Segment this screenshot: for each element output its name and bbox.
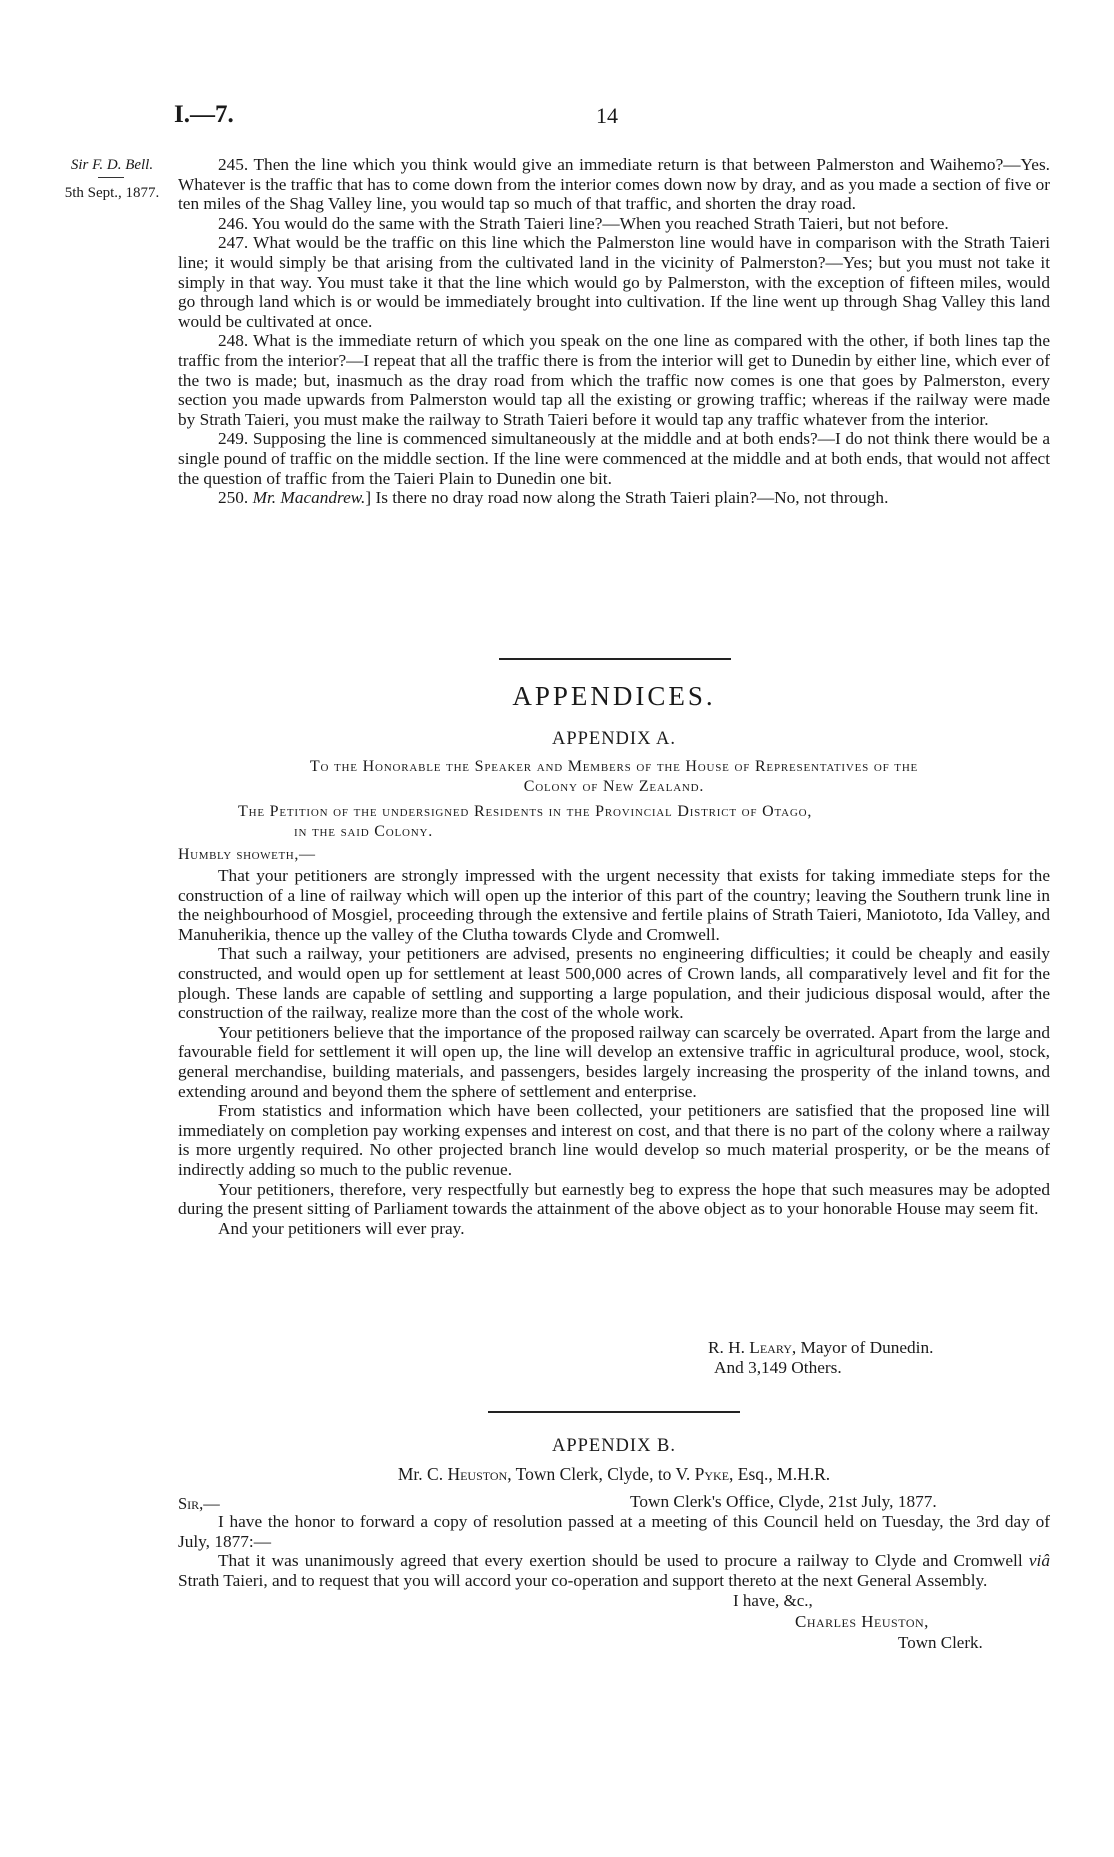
section-divider xyxy=(488,1411,740,1413)
subtitle-part: Mr. C. xyxy=(397,1464,448,1484)
address-line-1: To the Honorable the Speaker and Members of the House of Representatives of the xyxy=(309,758,919,775)
page-number: 14 xyxy=(596,103,618,128)
appendices-heading: APPENDICES. xyxy=(512,681,716,711)
letter-salutation: Sir,— xyxy=(178,1494,220,1513)
evidence-paragraph-245: 245. Then the line which you think would give an immediate return is that between Palmerston and Waihemo?—Yes. Whatever is the traffic that has to come down from the interior comes down now by dray, and as you made a section of five or ten miles of the Shag Valley line, you would tap so much of that traffic, and shorten the dray road. xyxy=(178,155,1050,214)
margin-divider xyxy=(98,177,124,178)
margin-date: 5th Sept., 1877. xyxy=(64,185,160,201)
signature-title: , Mayor of Dunedin. xyxy=(791,1338,934,1357)
appendix-b-title: APPENDIX B. xyxy=(551,1436,677,1456)
evidence-section xyxy=(178,155,1050,508)
q250-text: ] Is there no dray road now along the Strath Taieri plain?—No, not through. xyxy=(365,488,889,508)
evidence-paragraph-248: 248. What is the immediate return of which you speak on the one line as compared with the other, if both lines tap the traffic from the interior?—I repeat that all the traffic there is from the interior will get to Dunedin by either line, which ever of the two is made; but, inasmuch as the dray road from which the traffic now comes is one that goes by Palmerston, every section you made upwards from Palmerston would tap all the existing or growing traffic; whereas if the railway were made by Strath Taieri, you must make the railway to Strath Taieri before it would tap any traffic whatever from the interior. xyxy=(178,331,1050,429)
petition-paragraph: Your petitioners, therefore, very respectfully but earnestly beg to express the hope that such measures may be adopted during the present sitting of Parliament towards the attainment of the above object as to your honorable House may seem fit. xyxy=(178,1179,1050,1219)
appendix-a-address xyxy=(180,757,1048,797)
letter-closing: I have, &c., xyxy=(733,1591,813,1610)
petition-paragraph: That your petitioners are strongly impressed with the urgent necessity that exists for taking immediate steps for the construction of a line of railway which will open up the interior of this part of the country; leaving the Southern trunk line in the neighbourhood of Mosgiel, proceeding through the extensive and fertile plains of Strath Taieri, Maniototo, Ida Valley, and Manuherikia, thence up the valley of the Clutha towards Clyde and Cromwell. xyxy=(178,866,1050,944)
petition-paragraph: From statistics and information which have been collected, your petitioners are satisfied that the proposed line will immediately on completion pay working expenses and interest on cost, and that there is no part of the colony where a railway is more urgently required. No other projected branch line would develop so much material prosperity, or be the means of indirectly adding so much to the public revenue. xyxy=(178,1101,1050,1179)
subtitle-part: , Town Clerk, Clyde, to V. xyxy=(507,1464,695,1484)
petition-body xyxy=(178,866,1050,1238)
letter-signer-title: Town Clerk. xyxy=(898,1633,983,1652)
document-reference: I.—7. xyxy=(174,101,234,128)
evidence-paragraph-246: 246. You would do the same with the Strath Taieri line?—When you reached Strath Taieri, but not before. xyxy=(218,213,949,233)
signature-others: And 3,149 Others. xyxy=(714,1358,842,1377)
letter-paragraph xyxy=(178,1551,1050,1590)
petition-paragraph: That such a railway, your petitioners are advised, presents no engineering difficulties; it could be cheaply and easily constructed, and would open up for settlement at least 500,000 acres of Crown lands, all comparatively level and fit for the plough. These lands are capable of settling and supporting a large population, and their judicious disposal would, after the construction of the railway, realize more than the cost of the whole work. xyxy=(178,944,1050,1023)
subtitle-recipient-name: Pyke xyxy=(694,1464,730,1484)
evidence-paragraph-250 xyxy=(178,488,1050,508)
petition-paragraph: Your petitioners believe that the importance of the proposed railway can scarcely be overrated. Apart from the large and favourable field for settlement it will open up, the line will develop an extensive traffic in agricultural produce, wool, stock, general merchandise, building materials, and passengers, besides largely increasing the prosperity of the inland towns, and extending around and beyond them the sphere of settlement and enterprise. xyxy=(178,1022,1050,1101)
q250-number: 250. xyxy=(218,488,249,508)
letter-text: That it was unanimously agreed that every exertion should be used to procure a railway to Clyde and Cromwell xyxy=(218,1551,1029,1571)
letter-signer: Charles Heuston, xyxy=(795,1612,929,1631)
letter-body xyxy=(178,1512,1050,1590)
subtitle-sender-name: Heuston xyxy=(447,1464,508,1484)
q250-speaker: Mr. Macandrew. xyxy=(252,488,366,508)
subtitle-part: , Esq., M.H.R. xyxy=(729,1464,831,1484)
appendix-a-title: APPENDIX A. xyxy=(551,729,677,749)
petition-paragraph: And your petitioners will ever pray. xyxy=(218,1218,465,1238)
evidence-paragraph-249: 249. Supposing the line is commenced simultaneously at the middle and at both ends?—I do not think there would be a single pound of traffic on the middle section. If the line were commenced at the middle and at both ends, that would not affect the question of traffic from the Taieri Plain to Dunedin one bit. xyxy=(178,429,1050,488)
letter-office-date: Town Clerk's Office, Clyde, 21st July, 1877. xyxy=(630,1492,937,1511)
address-line-2: Colony of New Zealand. xyxy=(523,778,705,795)
appendix-b-subtitle xyxy=(178,1464,1050,1485)
section-divider xyxy=(499,658,731,660)
signature-surname: Leary xyxy=(749,1338,792,1357)
petition-title xyxy=(238,802,1050,842)
evidence-paragraph-247: 247. What would be the traffic on this line which the Palmerston line would have in comparison with the Strath Taieri line; it would simply be that arising from the cultivated land in the vicinity of Palmerston?—Yes; but you must not take it simply in that way. You must take it that the line which would go by Palmerston, with the exception of fifteen miles, would go through land which is or would be immediately brought into cultivation. If the line went up through Shag Valley this land would be cultivated at once. xyxy=(178,233,1050,331)
signature-initials: R. H. xyxy=(708,1338,750,1357)
petition-greeting: Humbly showeth,— xyxy=(178,846,316,863)
petition-title-line-1: The Petition of the undersigned Residents in the Provincial District of Otago, xyxy=(238,803,813,820)
letter-paragraph: I have the honor to forward a copy of resolution passed at a meeting of this Council held on Tuesday, the 3rd day of July, 1877:— xyxy=(178,1512,1050,1551)
margin-witness-name: Sir F. D. Bell. xyxy=(70,157,154,173)
petition-signature xyxy=(708,1338,933,1378)
letter-text-italic: viâ xyxy=(1028,1551,1050,1571)
petition-title-line-2: in the said Colony. xyxy=(294,823,434,840)
letter-text: Strath Taieri, and to request that you will accord your co-operation and support thereto at the next General Assembly. xyxy=(178,1570,988,1590)
